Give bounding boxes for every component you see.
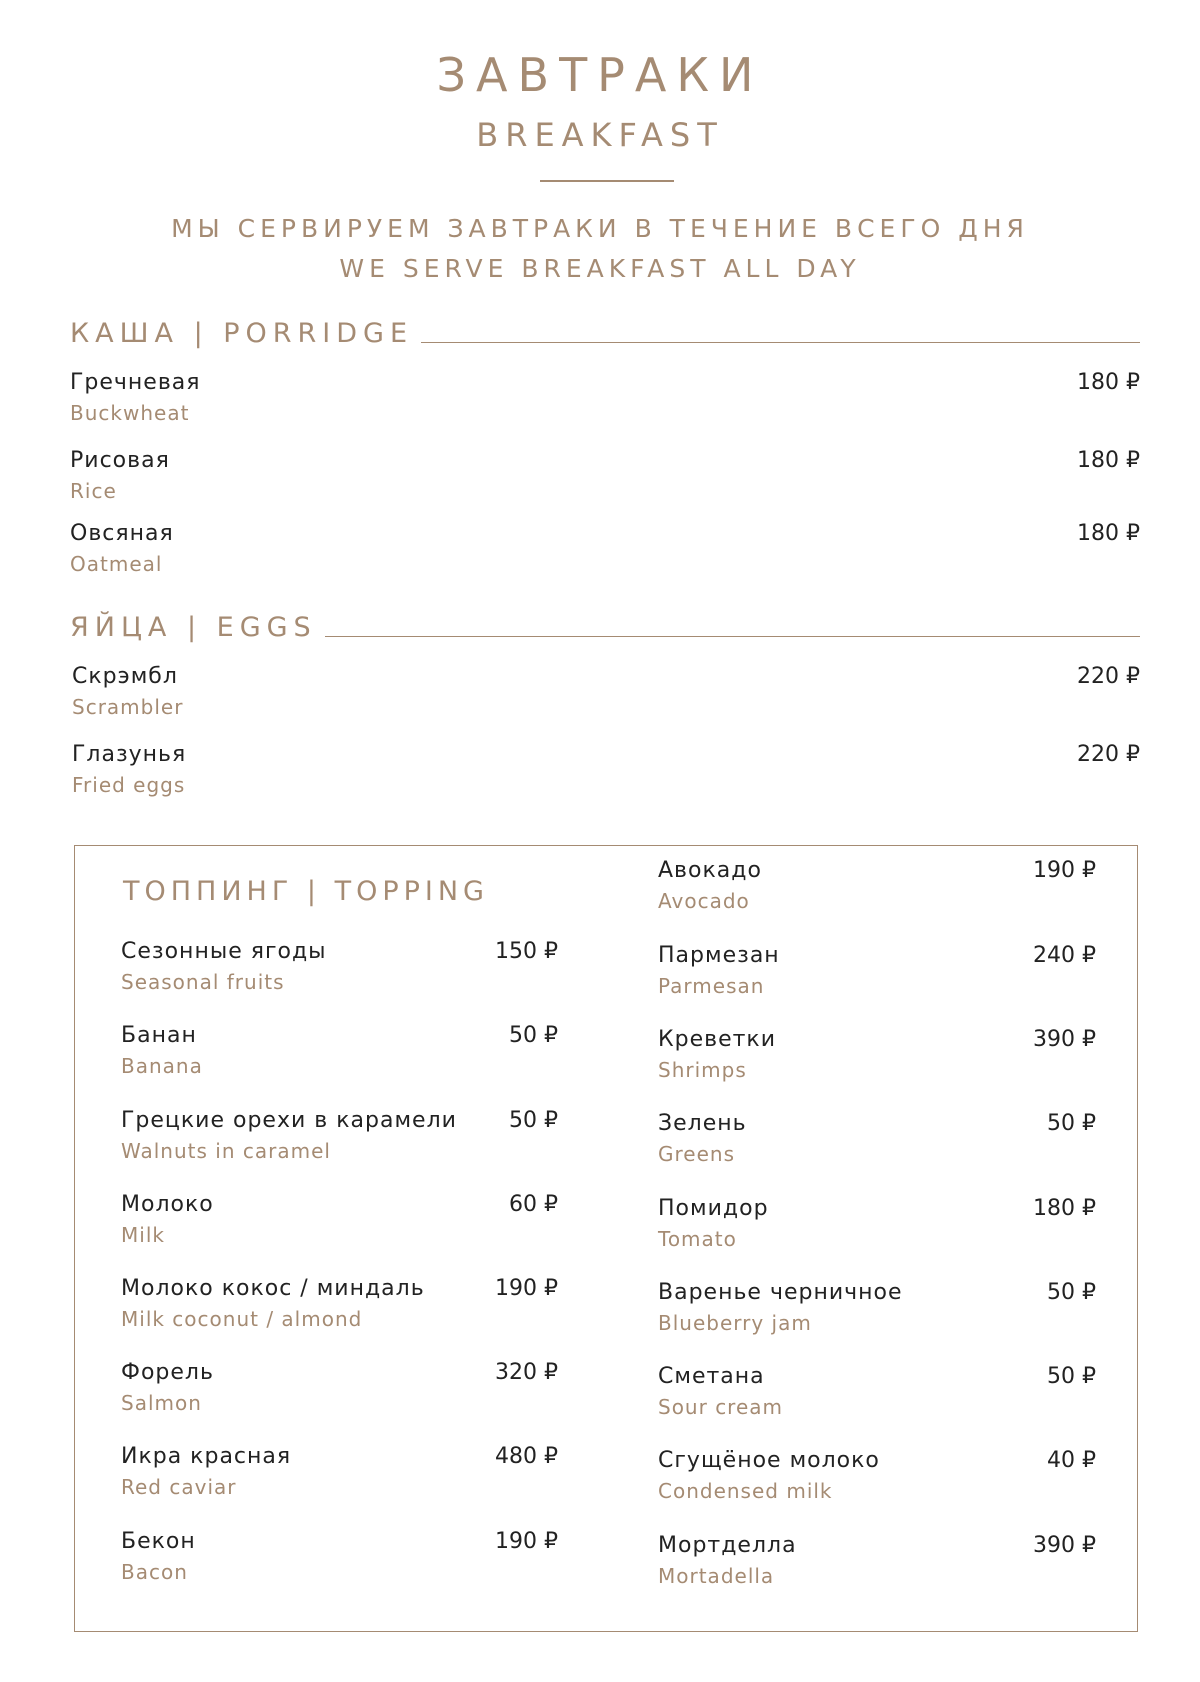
- item-name-ru: Скрэмбл: [72, 664, 178, 689]
- item-name-ru: Авокадо: [658, 858, 762, 883]
- item-name-ru: Глазунья: [72, 742, 187, 767]
- item-price: 220 ₽: [1077, 742, 1140, 767]
- item-price: 190 ₽: [495, 1276, 558, 1301]
- item-name-en: Walnuts in caramel: [121, 1139, 331, 1163]
- item-price: 390 ₽: [1033, 1533, 1096, 1558]
- topping-item: [121, 1529, 196, 1584]
- item-price: 180 ₽: [1077, 521, 1140, 546]
- item-name-en: Salmon: [121, 1391, 202, 1415]
- item-price: 50 ₽: [1047, 1364, 1096, 1389]
- menu-title-ru: ЗАВТРАКИ: [436, 48, 764, 102]
- topping-item: [121, 1276, 425, 1331]
- item-price: 240 ₽: [1033, 943, 1096, 968]
- eggs-section-header: [70, 612, 1140, 643]
- item-name-en: Scrambler: [72, 695, 184, 719]
- serving-note-en: WE SERVE BREAKFAST ALL DAY: [339, 254, 861, 283]
- item-name-ru: Варенье черничное: [658, 1280, 903, 1305]
- item-name-ru: Бекон: [121, 1529, 196, 1554]
- item-name-ru: Овсяная: [70, 521, 174, 546]
- item-price: 180 ₽: [1033, 1196, 1096, 1221]
- topping-item: [658, 1111, 747, 1166]
- porridge-section-header: [70, 318, 1140, 349]
- topping-item: [658, 1533, 797, 1588]
- item-name-en: Buckwheat: [70, 401, 190, 425]
- topping-section-title: ТОППИНГ | TOPPING: [123, 876, 489, 907]
- item-name-ru: Форель: [121, 1360, 214, 1385]
- item-name-en: Fried eggs: [72, 773, 186, 797]
- item-name-en: Bacon: [121, 1560, 188, 1584]
- eggs-section-rule: [325, 636, 1140, 637]
- topping-item: [121, 1023, 203, 1078]
- topping-item: [658, 1448, 880, 1503]
- item-name-en: Shrimps: [658, 1058, 747, 1082]
- item-name-ru: Гречневая: [70, 370, 201, 395]
- item-price: 180 ₽: [1077, 370, 1140, 395]
- item-name-en: Red caviar: [121, 1475, 237, 1499]
- topping-item: [658, 1196, 769, 1251]
- topping-item: [121, 939, 327, 994]
- item-name-ru: Зелень: [658, 1111, 747, 1136]
- item-name-en: Milk coconut / almond: [121, 1307, 363, 1331]
- serving-note-ru: МЫ СЕРВИРУЕМ ЗАВТРАКИ В ТЕЧЕНИЕ ВСЕГО ДНЯ: [171, 214, 1029, 243]
- eggs-section-title: ЯЙЦА | EGGS: [70, 612, 317, 643]
- item-name-ru: Помидор: [658, 1196, 769, 1221]
- menu-item-scrambler: [72, 664, 183, 719]
- item-price: 50 ₽: [1047, 1111, 1096, 1136]
- item-price: 60 ₽: [509, 1192, 558, 1217]
- topping-item: [658, 1280, 903, 1335]
- topping-item: [121, 1108, 457, 1163]
- item-price: 390 ₽: [1033, 1027, 1096, 1052]
- item-name-ru: Банан: [121, 1023, 197, 1048]
- item-price: 40 ₽: [1047, 1448, 1096, 1473]
- menu-item-rice: [70, 448, 170, 503]
- item-price: 480 ₽: [495, 1444, 558, 1469]
- item-price: 190 ₽: [495, 1529, 558, 1554]
- item-name-en: Seasonal fruits: [121, 970, 285, 994]
- item-price: 50 ₽: [1047, 1280, 1096, 1305]
- item-name-en: Tomato: [658, 1227, 737, 1251]
- item-name-en: Parmesan: [658, 974, 765, 998]
- item-name-ru: Сгущёное молоко: [658, 1448, 880, 1473]
- title-divider: [540, 180, 674, 182]
- item-name-en: Oatmeal: [70, 552, 163, 576]
- topping-item: [121, 1192, 214, 1247]
- item-name-en: Milk: [121, 1223, 165, 1247]
- item-name-ru: Грецкие орехи в карамели: [121, 1108, 457, 1133]
- menu-item-buckwheat: [70, 370, 201, 425]
- menu-item-fried-eggs: [72, 742, 186, 797]
- item-price: 190 ₽: [1033, 858, 1096, 883]
- topping-item: [658, 943, 780, 998]
- menu-item-oatmeal: [70, 521, 174, 576]
- item-name-en: Greens: [658, 1142, 735, 1166]
- item-name-ru: Сезонные ягоды: [121, 939, 327, 964]
- item-name-ru: Мортделла: [658, 1533, 797, 1558]
- item-name-ru: Молоко кокос / миндаль: [121, 1276, 425, 1301]
- item-name-ru: Пармезан: [658, 943, 780, 968]
- item-name-en: Rice: [70, 479, 117, 503]
- porridge-section-title: КАША | PORRIDGE: [70, 318, 414, 349]
- item-name-ru: Креветки: [658, 1027, 777, 1052]
- item-price: 150 ₽: [495, 939, 558, 964]
- topping-item: [658, 1027, 776, 1082]
- item-name-en: Avocado: [658, 889, 750, 913]
- item-name-ru: Сметана: [658, 1364, 765, 1389]
- topping-item: [121, 1360, 214, 1415]
- item-name-en: Mortadella: [658, 1564, 775, 1588]
- item-name-ru: Рисовая: [70, 448, 170, 473]
- item-price: 220 ₽: [1077, 664, 1140, 689]
- porridge-section-rule: [421, 342, 1140, 343]
- item-name-ru: Икра красная: [121, 1444, 292, 1469]
- topping-item: [658, 1364, 783, 1419]
- item-name-en: Condensed milk: [658, 1479, 833, 1503]
- item-name-en: Sour cream: [658, 1395, 784, 1419]
- item-name-en: Blueberry jam: [658, 1311, 812, 1335]
- item-name-ru: Молоко: [121, 1192, 214, 1217]
- item-price: 50 ₽: [509, 1023, 558, 1048]
- item-name-en: Banana: [121, 1054, 203, 1078]
- item-price: 180 ₽: [1077, 448, 1140, 473]
- item-price: 50 ₽: [509, 1108, 558, 1133]
- item-price: 320 ₽: [495, 1360, 558, 1385]
- topping-item: [658, 858, 762, 913]
- menu-title-en: BREAKFAST: [476, 116, 724, 154]
- topping-item: [121, 1444, 291, 1499]
